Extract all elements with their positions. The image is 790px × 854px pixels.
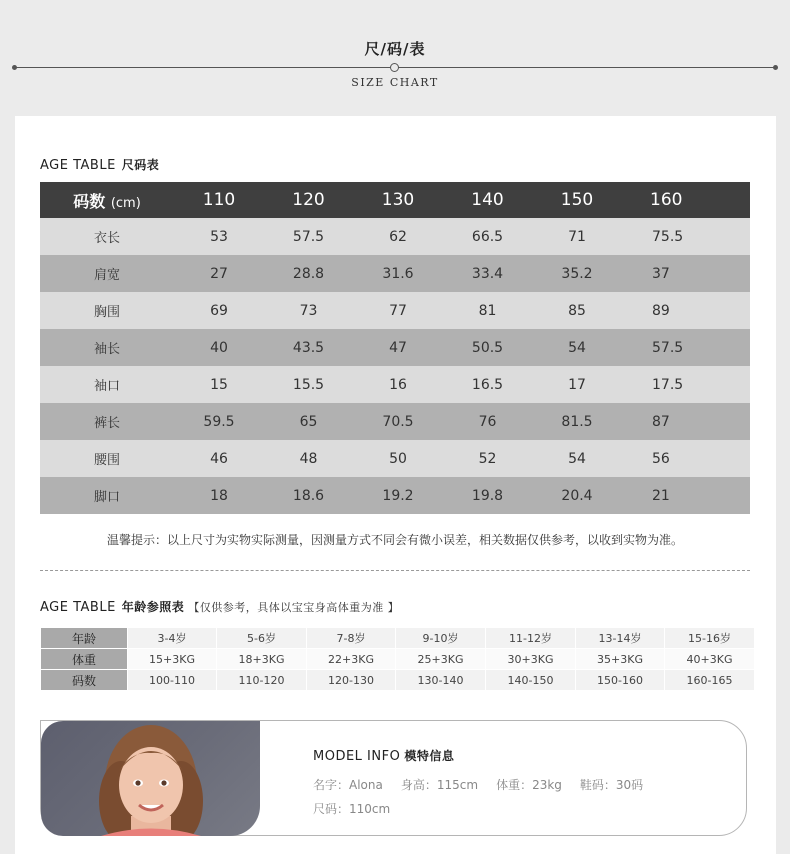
size-row-label: 裤长 <box>40 403 174 440</box>
size-cell: 16 <box>353 366 443 403</box>
age-cell: 3-4岁 <box>128 628 216 648</box>
model-name: 名字：Alona <box>313 778 383 792</box>
size-header: 130 <box>353 182 443 218</box>
age-section-title <box>40 598 399 615</box>
size-cell: 57.5 <box>622 329 750 366</box>
size-table-row <box>40 255 750 292</box>
size-cell: 53 <box>174 218 264 255</box>
size-cell: 28.8 <box>264 255 353 292</box>
model-stats-line <box>313 776 661 793</box>
size-cell: 31.6 <box>353 255 443 292</box>
age-cell: 120-130 <box>307 670 395 690</box>
size-row-label: 衣长 <box>40 218 174 255</box>
size-cell: 27 <box>174 255 264 292</box>
size-cell: 18.6 <box>264 477 353 514</box>
age-cell: 11-12岁 <box>486 628 575 648</box>
model-info-title-cn: 模特信息 <box>404 749 455 763</box>
size-cell: 76 <box>443 403 532 440</box>
size-cell: 16.5 <box>443 366 532 403</box>
age-table-row <box>41 649 754 669</box>
size-header: 120 <box>264 182 353 218</box>
model-info-title <box>313 747 454 764</box>
size-header: 140 <box>443 182 532 218</box>
model-size: 尺码：110cm <box>313 802 391 816</box>
size-cell: 35.2 <box>532 255 622 292</box>
age-cell: 35+3KG <box>576 649 664 669</box>
size-cell: 73 <box>264 292 353 329</box>
header-divider <box>14 67 776 68</box>
size-cell: 57.5 <box>264 218 353 255</box>
size-cell: 66.5 <box>443 218 532 255</box>
size-cell: 87 <box>622 403 750 440</box>
size-cell: 19.8 <box>443 477 532 514</box>
age-cell: 5-6岁 <box>217 628 306 648</box>
size-section-title <box>40 156 159 173</box>
size-cell: 43.5 <box>264 329 353 366</box>
measurement-tip: 温馨提示：以上尺寸为实物实际测量，因测量方式不同会有微小误差，相关数据仅供参考，以收到实物为准。 <box>106 533 683 547</box>
size-cell: 81 <box>443 292 532 329</box>
size-cell: 40 <box>174 329 264 366</box>
size-cell: 48 <box>264 440 353 477</box>
size-cell: 47 <box>353 329 443 366</box>
size-cell: 52 <box>443 440 532 477</box>
age-cell: 25+3KG <box>396 649 485 669</box>
age-cell: 160-165 <box>665 670 754 690</box>
model-photo <box>41 721 260 836</box>
size-row-label: 袖长 <box>40 329 174 366</box>
page-subtitle: SIZE CHART <box>351 76 439 89</box>
age-cell: 7-8岁 <box>307 628 395 648</box>
age-cell: 13-14岁 <box>576 628 664 648</box>
size-row-label: 肩宽 <box>40 255 174 292</box>
size-row-label: 脚口 <box>40 477 174 514</box>
size-cell: 71 <box>532 218 622 255</box>
size-cell: 37 <box>622 255 750 292</box>
age-table-row <box>41 670 754 690</box>
age-cell: 18+3KG <box>217 649 306 669</box>
model-info-card <box>40 720 747 836</box>
age-cell: 30+3KG <box>486 649 575 669</box>
size-cell: 20.4 <box>532 477 622 514</box>
age-row-label: 体重 <box>41 649 127 669</box>
size-cell: 15.5 <box>264 366 353 403</box>
size-table-row <box>40 477 750 514</box>
divider-dot-icon <box>12 65 17 70</box>
size-cell: 54 <box>532 329 622 366</box>
size-cell: 56 <box>622 440 750 477</box>
size-table-row <box>40 292 750 329</box>
size-row-label: 胸围 <box>40 292 174 329</box>
size-table-row <box>40 366 750 403</box>
size-cell: 70.5 <box>353 403 443 440</box>
size-cell: 46 <box>174 440 264 477</box>
size-cell: 69 <box>174 292 264 329</box>
size-label: 码数 <box>73 191 106 211</box>
size-table-corner <box>40 182 174 218</box>
model-size-line <box>313 800 408 817</box>
model-portrait-icon <box>41 721 260 836</box>
size-table-row <box>40 218 750 255</box>
model-weight: 体重：23kg <box>496 778 562 792</box>
size-cell: 62 <box>353 218 443 255</box>
size-cell: 54 <box>532 440 622 477</box>
size-cell: 50 <box>353 440 443 477</box>
size-table-row <box>40 329 750 366</box>
size-unit: (cm) <box>110 195 141 211</box>
size-cell: 21 <box>622 477 750 514</box>
size-cell: 85 <box>532 292 622 329</box>
age-cell: 22+3KG <box>307 649 395 669</box>
size-cell: 65 <box>264 403 353 440</box>
age-cell: 40+3KG <box>665 649 754 669</box>
size-header: 150 <box>532 182 622 218</box>
size-row-label: 腰围 <box>40 440 174 477</box>
divider-ornament-icon <box>390 63 399 72</box>
page-title: 尺/码/表 <box>364 40 426 58</box>
age-row-label: 年龄 <box>41 628 127 648</box>
size-cell: 18 <box>174 477 264 514</box>
age-table <box>40 627 755 691</box>
size-cell: 75.5 <box>622 218 750 255</box>
size-table-header-row <box>40 182 750 218</box>
age-cell: 9-10岁 <box>396 628 485 648</box>
size-cell: 19.2 <box>353 477 443 514</box>
size-cell: 17 <box>532 366 622 403</box>
model-height: 身高：115cm <box>400 778 479 792</box>
age-table-row <box>41 628 754 648</box>
age-cell: 15-16岁 <box>665 628 754 648</box>
size-cell: 89 <box>622 292 750 329</box>
size-cell: 17.5 <box>622 366 750 403</box>
age-section-title-cn: 年龄参照表 <box>121 600 185 614</box>
size-table-row <box>40 403 750 440</box>
age-cell: 130-140 <box>396 670 485 690</box>
size-header: 110 <box>174 182 264 218</box>
age-cell: 15+3KG <box>128 649 216 669</box>
size-cell: 50.5 <box>443 329 532 366</box>
divider-dot-icon <box>773 65 778 70</box>
size-table <box>40 182 750 514</box>
size-section-title-cn: 尺码表 <box>121 158 160 172</box>
size-row-label: 袖口 <box>40 366 174 403</box>
age-cell: 110-120 <box>217 670 306 690</box>
size-table-row <box>40 440 750 477</box>
page-header <box>0 0 790 116</box>
size-cell: 33.4 <box>443 255 532 292</box>
model-shoe-size: 鞋码：30码 <box>579 778 644 792</box>
age-cell: 140-150 <box>486 670 575 690</box>
age-cell: 100-110 <box>128 670 216 690</box>
dashed-divider <box>40 570 750 571</box>
size-cell: 77 <box>353 292 443 329</box>
age-section-title-en: AGE TABLE <box>40 600 116 615</box>
size-header: 160 <box>622 182 750 218</box>
size-cell: 81.5 <box>532 403 622 440</box>
size-section-title-en: AGE TABLE <box>40 158 116 173</box>
age-section-note: 【仅供参考，具体以宝宝身高体重为准 】 <box>188 601 400 614</box>
age-cell: 150-160 <box>576 670 664 690</box>
size-cell: 59.5 <box>174 403 264 440</box>
model-info-title-en: MODEL INFO <box>313 749 401 764</box>
size-cell: 15 <box>174 366 264 403</box>
age-row-label: 码数 <box>41 670 127 690</box>
